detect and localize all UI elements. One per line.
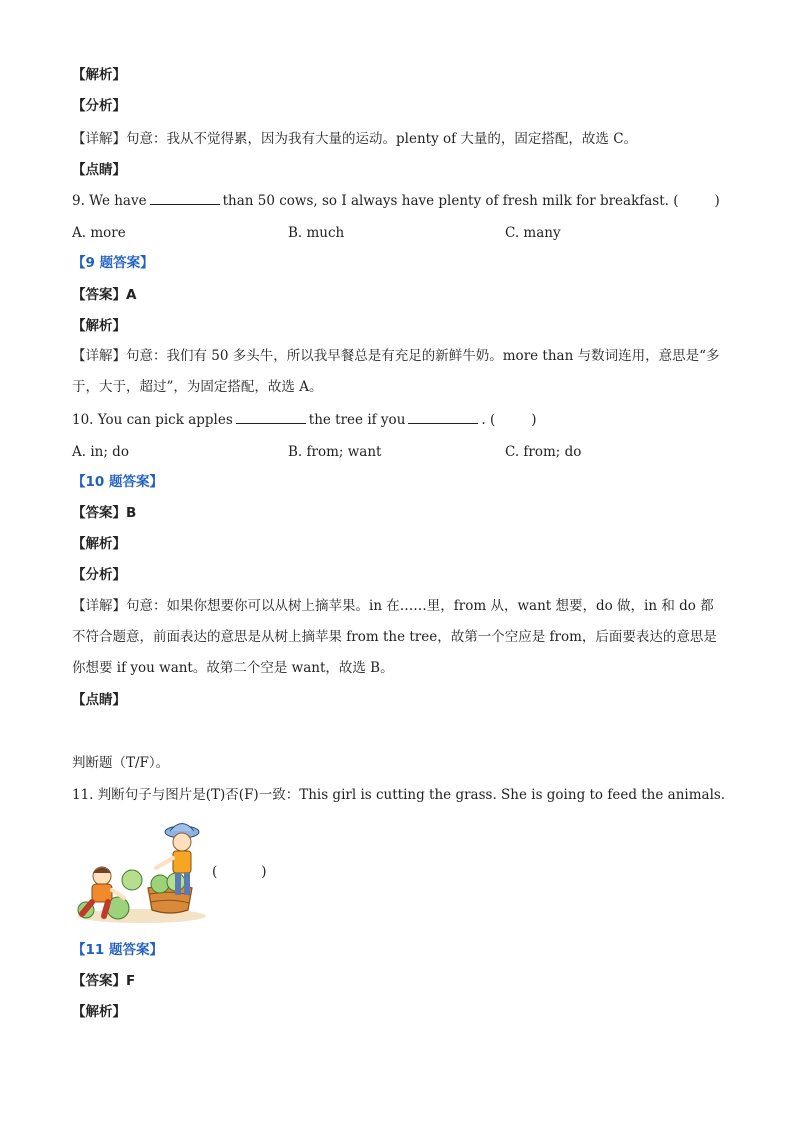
q10-stem-part-d: ) — [531, 412, 537, 428]
q10-option-a: A. in; do — [72, 444, 129, 460]
detail-explanation: 【详解】句意：我从不觉得累，因为我有大量的运动。plenty of 大量的，固定搭配，故选 C。 — [72, 131, 638, 147]
q10-analysis-heading: 【解析】 — [72, 536, 126, 552]
q9-stem-part-b: than 50 cows, so I always have plenty of fresh milk for breakfast. ( — [222, 193, 679, 209]
q11-analysis-heading: 【解析】 — [72, 1004, 126, 1020]
q10-stem-part-a: 10. You can pick apples — [72, 412, 233, 428]
q9-answer — [72, 286, 136, 304]
q9-analysis-heading: 【解析】 — [72, 318, 126, 334]
question-9-stem — [72, 192, 720, 210]
q9-answer-text: 【答案】A — [72, 287, 137, 303]
q10-detail-explanation: 【详解】句意：如果你想要你可以从树上摘苹果。in 在……里，from 从，want 想要，do 做，in 和 do 都不符合题意，前面表达的意思是从树上摘苹果 from the tree，故第一个空应是 from，后面要表达的意思是你想要 if you want。故第二个空是 want，故选 B。 — [72, 598, 717, 676]
q9-stem-part-c: ) — [714, 193, 720, 209]
q10-option-c: C. from; do — [505, 444, 582, 460]
q10-option-b: B. from; want — [288, 444, 382, 460]
q9-option-b: B. much — [288, 225, 345, 241]
fenxi-heading: 【分析】 — [72, 98, 126, 114]
q11-answer-parentheses — [212, 863, 267, 881]
q11-answer-title: 【11 题答案】 — [72, 942, 163, 958]
q9-stem-part-a: 9. We have — [72, 193, 147, 209]
q11-answer — [72, 972, 135, 990]
dianjing-heading: 【点睛】 — [72, 162, 126, 178]
q10-answer — [72, 504, 136, 522]
q9-option-c: C. many — [505, 225, 561, 241]
q10-answer-text: 【答案】B — [72, 505, 137, 521]
q10-blank-2 — [408, 411, 478, 424]
section-title: 判断题（T/F）。 — [72, 755, 170, 771]
q9-answer-title: 【9 题答案】 — [72, 255, 154, 271]
q11-paren-close: ) — [261, 864, 267, 880]
q10-stem-part-c: . ( — [481, 412, 496, 428]
q10-dianjing-heading: 【点睛】 — [72, 692, 126, 708]
q10-fenxi-heading: 【分析】 — [72, 567, 126, 583]
q11-answer-text: 【答案】F — [72, 973, 136, 989]
question-10-stem — [72, 411, 537, 429]
q9-detail-explanation: 【详解】句意：我们有 50 多头牛，所以我早餐总是有充足的新鲜牛奶。more than 与数词连用，意思是“多于，大于，超过”，为固定搭配，故选 A。 — [72, 348, 720, 395]
question-11-stem: 11. 判断句子与图片是(T)否(F)一致：This girl is cutting the grass. She is going to feed the animals. — [72, 787, 726, 803]
q9-option-a: A. more — [72, 225, 126, 241]
q10-stem-part-b: the tree if you — [308, 412, 406, 428]
q9-blank — [150, 192, 220, 205]
q10-answer-title: 【10 题答案】 — [72, 474, 163, 490]
children-picking-cabbage-illustration — [72, 818, 206, 924]
q10-blank-1 — [236, 411, 306, 424]
q11-paren-open: ( — [212, 864, 218, 880]
analysis-heading: 【解析】 — [72, 67, 126, 83]
